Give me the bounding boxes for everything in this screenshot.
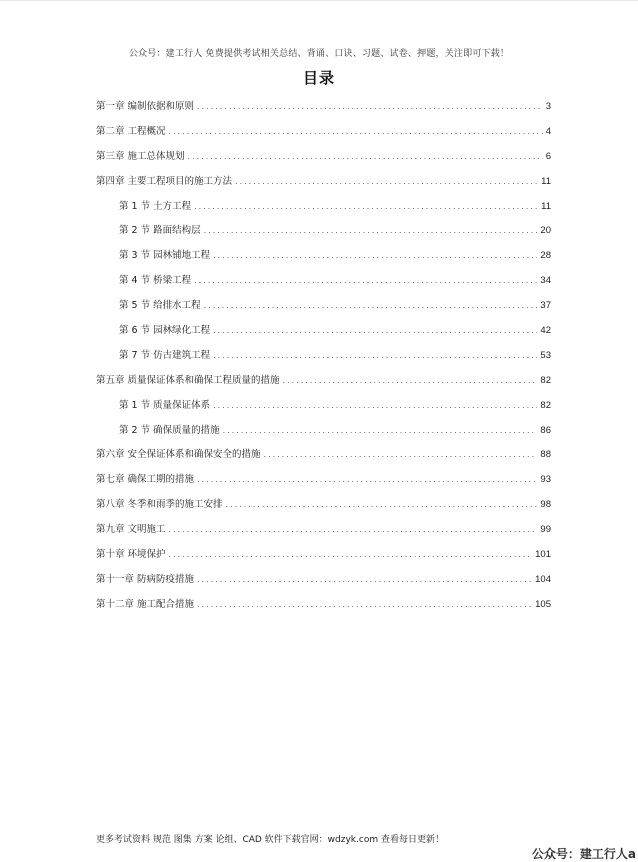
toc-entry-page: 20: [540, 225, 551, 237]
toc-entry[interactable]: [96, 496, 551, 521]
toc-entry-label: 第六章 安全保证体系和确保安全的措施: [96, 449, 261, 461]
toc-leader-dots: [188, 152, 543, 161]
toc-title: 目录: [302, 69, 335, 87]
toc-leader-dots: [226, 500, 538, 509]
toc-leader-dots: [197, 475, 537, 484]
toc-leader-dots: [235, 177, 538, 186]
toc-leader-dots: [204, 226, 538, 235]
toc-entry[interactable]: [96, 446, 551, 471]
table-of-contents: [96, 98, 551, 621]
toc-entry[interactable]: [96, 123, 551, 148]
toc-entry-label: 第二章 工程概况: [96, 125, 166, 137]
toc-leader-dots: [169, 127, 543, 136]
toc-leader-dots: [194, 202, 538, 211]
toc-entry-page: 6: [545, 150, 551, 162]
toc-entry-page: 3: [545, 101, 551, 112]
toc-entry-page: 98: [540, 499, 551, 511]
toc-entry-label: 第 3 节 园林铺地工程: [119, 250, 211, 262]
toc-entry[interactable]: [96, 98, 551, 123]
toc-entry-page: 53: [540, 349, 551, 361]
toc-entry[interactable]: [96, 297, 551, 322]
toc-entry-label: 第五章 质量保证体系和确保工程质量的措施: [96, 374, 280, 386]
toc-entry[interactable]: [96, 173, 551, 198]
toc-leader-dots: [169, 550, 533, 559]
toc-entry-label: 第 5 节 给排水工程: [119, 300, 201, 312]
toc-leader-dots: [213, 326, 537, 335]
toc-leader-dots: [213, 351, 537, 360]
toc-entry-label: 第 7 节 仿古建筑工程: [119, 349, 211, 361]
toc-leader-dots: [204, 301, 538, 310]
toc-entry-page: 11: [541, 175, 551, 187]
toc-entry[interactable]: [96, 322, 551, 347]
toc-entry-page: 93: [540, 474, 551, 486]
toc-entry-label: 第十章 环境保护: [96, 549, 166, 561]
toc-entry[interactable]: [96, 397, 551, 422]
toc-entry-page: 88: [540, 449, 551, 461]
toc-entry-label: 第十二章 施工配合措施: [96, 598, 195, 610]
toc-entry[interactable]: [96, 148, 551, 173]
toc-entry[interactable]: [96, 596, 551, 621]
toc-entry[interactable]: [96, 471, 551, 496]
toc-entry-page: 86: [540, 424, 551, 436]
toc-entry[interactable]: [96, 198, 551, 223]
toc-entry-page: 99: [540, 524, 551, 536]
page-top-border: [0, 0, 638, 1]
footer-note: 更多考试资料 规范 图集 方案 论组、CAD 软件下载官网：wdzyk.com 查看每日更新！: [96, 835, 444, 845]
toc-entry-label: 第十一章 防病防疫措施: [96, 573, 195, 585]
toc-leader-dots: [264, 450, 538, 459]
toc-entry-label: 第 2 节 路面结构层: [119, 225, 201, 237]
toc-leader-dots: [213, 401, 537, 410]
toc-entry-page: 104: [535, 573, 551, 585]
toc-leader-dots: [213, 251, 537, 260]
toc-entry-label: 第 2 节 确保质量的措施: [119, 424, 220, 436]
toc-entry-label: 第三章 施工总体规划: [96, 150, 185, 162]
toc-leader-dots: [283, 376, 538, 385]
toc-leader-dots: [197, 575, 532, 584]
toc-entry-page: 37: [540, 300, 551, 312]
toc-entry-label: 第 1 节 土方工程: [119, 200, 192, 212]
toc-entry[interactable]: [96, 272, 551, 297]
toc-leader-dots: [197, 600, 532, 609]
toc-entry[interactable]: [96, 222, 551, 247]
toc-leader-dots: [169, 525, 538, 534]
toc-entry[interactable]: [96, 521, 551, 546]
toc-entry[interactable]: [96, 422, 551, 447]
toc-entry-page: 28: [540, 250, 551, 262]
toc-entry-page: 101: [535, 549, 551, 561]
toc-entry-page: 82: [540, 374, 551, 386]
toc-entry[interactable]: [96, 247, 551, 272]
toc-entry-label: 第七章 确保工期的措施: [96, 474, 195, 486]
toc-entry-label: 第一章 编制依据和原则: [96, 101, 195, 112]
toc-leader-dots: [223, 426, 538, 435]
header-note: 公众号：建工行人 免费提供考试相关总结、背诵、口诀、习题、试卷、押题，关注即可下载！: [128, 49, 510, 59]
toc-leader-dots: [194, 276, 537, 285]
toc-entry-label: 第 4 节 桥梁工程: [119, 275, 192, 287]
toc-entry-page: 42: [540, 325, 551, 337]
toc-entry[interactable]: [96, 347, 551, 372]
toc-entry-page: 82: [540, 399, 551, 411]
toc-entry[interactable]: [96, 546, 551, 571]
toc-entry-page: 4: [545, 125, 551, 137]
toc-leader-dots: [197, 102, 543, 111]
toc-entry-page: 105: [535, 598, 551, 610]
toc-entry-label: 第 1 节 质量保证体系: [119, 399, 211, 411]
toc-entry-label: 第九章 文明施工: [96, 524, 166, 536]
toc-entry-page: 11: [541, 200, 551, 212]
toc-entry[interactable]: [96, 372, 551, 397]
toc-entry-label: 第八章 冬季和雨季的施工安排: [96, 499, 223, 511]
watermark: 公众号：建工行人a: [531, 847, 636, 861]
toc-entry-label: 第四章 主要工程项目的施工方法: [96, 175, 233, 187]
toc-entry-page: 34: [540, 275, 551, 287]
toc-entry-label: 第 6 节 园林绿化工程: [119, 325, 211, 337]
toc-entry[interactable]: [96, 571, 551, 596]
